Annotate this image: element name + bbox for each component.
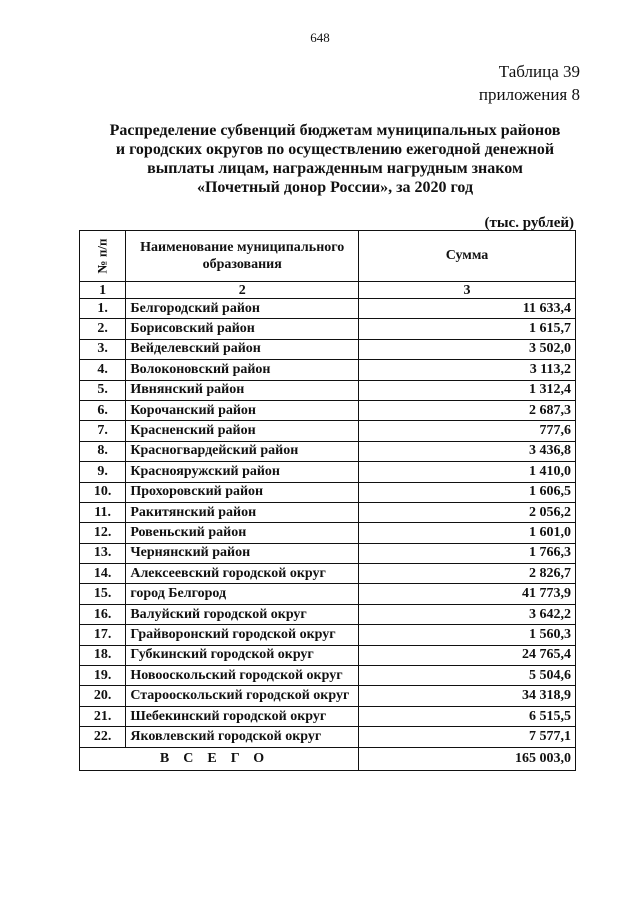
table-row bbox=[80, 625, 576, 645]
row-number: 6. bbox=[80, 400, 126, 420]
row-number: 5. bbox=[80, 380, 126, 400]
table-row bbox=[80, 400, 576, 420]
row-number: 9. bbox=[80, 462, 126, 482]
row-number: 8. bbox=[80, 441, 126, 461]
row-number: 1. bbox=[80, 299, 126, 319]
row-number: 4. bbox=[80, 360, 126, 380]
table-label-line2: приложения 8 bbox=[478, 85, 580, 104]
row-sum: 7 577,1 bbox=[359, 727, 576, 747]
row-number: 22. bbox=[80, 727, 126, 747]
row-name: Ракитянский район bbox=[126, 502, 359, 522]
row-number: 20. bbox=[80, 686, 126, 706]
table-row bbox=[80, 706, 576, 726]
table-row bbox=[80, 299, 576, 319]
header-name: Наименование муниципального образования bbox=[126, 231, 359, 282]
table-row bbox=[80, 319, 576, 339]
row-number: 16. bbox=[80, 604, 126, 624]
row-name: Шебекинский городской округ bbox=[126, 706, 359, 726]
row-number: 18. bbox=[80, 645, 126, 665]
document-title bbox=[100, 121, 570, 197]
header-num bbox=[80, 231, 126, 282]
page-number: 648 bbox=[310, 30, 330, 45]
table-row bbox=[80, 441, 576, 461]
total-row bbox=[80, 747, 576, 770]
table-row bbox=[80, 380, 576, 400]
row-sum: 11 633,4 bbox=[359, 299, 576, 319]
table-row bbox=[80, 462, 576, 482]
row-sum: 1 560,3 bbox=[359, 625, 576, 645]
row-sum: 3 642,2 bbox=[359, 604, 576, 624]
row-number: 11. bbox=[80, 502, 126, 522]
column-numbers-row bbox=[80, 282, 576, 299]
row-name: Вейделевский район bbox=[126, 339, 359, 359]
row-sum: 6 515,5 bbox=[359, 706, 576, 726]
table-row bbox=[80, 360, 576, 380]
row-name: Губкинский городской округ bbox=[126, 645, 359, 665]
row-sum: 2 687,3 bbox=[359, 400, 576, 420]
table-row bbox=[80, 604, 576, 624]
table-label-line1: Таблица 39 bbox=[498, 62, 580, 81]
row-sum: 34 318,9 bbox=[359, 686, 576, 706]
title-line: выплаты лицам, награжденным нагрудным знаком bbox=[147, 160, 523, 177]
title-line: Распределение субвенций бюджетам муниципальных районов bbox=[109, 122, 561, 139]
row-name: Грайворонский городской округ bbox=[126, 625, 359, 645]
row-name: Волоконовский район bbox=[126, 360, 359, 380]
subvention-table bbox=[79, 230, 576, 771]
row-sum: 3 502,0 bbox=[359, 339, 576, 359]
row-sum: 1 766,3 bbox=[359, 543, 576, 563]
row-sum: 1 615,7 bbox=[359, 319, 576, 339]
total-label: ВСЕГО bbox=[80, 747, 359, 770]
row-name: Ивнянский район bbox=[126, 380, 359, 400]
row-sum: 5 504,6 bbox=[359, 666, 576, 686]
column-number: 1 bbox=[80, 282, 126, 299]
row-name: Старооскольский городской округ bbox=[126, 686, 359, 706]
table-row bbox=[80, 543, 576, 563]
row-number: 21. bbox=[80, 706, 126, 726]
row-sum: 1 601,0 bbox=[359, 523, 576, 543]
table-header-row bbox=[80, 231, 576, 282]
row-name: Белгородский район bbox=[126, 299, 359, 319]
header-sum: Сумма bbox=[359, 231, 576, 282]
column-number: 3 bbox=[359, 282, 576, 299]
row-sum: 1 312,4 bbox=[359, 380, 576, 400]
row-sum: 3 436,8 bbox=[359, 441, 576, 461]
header-num-text: № п/п bbox=[94, 238, 110, 273]
row-name: Прохоровский район bbox=[126, 482, 359, 502]
row-sum: 1 410,0 bbox=[359, 462, 576, 482]
row-name: Корочанский район bbox=[126, 400, 359, 420]
row-sum: 2 826,7 bbox=[359, 564, 576, 584]
row-name: Борисовский район bbox=[126, 319, 359, 339]
table-row bbox=[80, 523, 576, 543]
row-number: 17. bbox=[80, 625, 126, 645]
table-row bbox=[80, 339, 576, 359]
table-row bbox=[80, 564, 576, 584]
table-body bbox=[80, 299, 576, 748]
row-name: Яковлевский городской округ bbox=[126, 727, 359, 747]
row-sum: 3 113,2 bbox=[359, 360, 576, 380]
row-name: Валуйский городской округ bbox=[126, 604, 359, 624]
row-name: Новооскольский городской округ bbox=[126, 666, 359, 686]
table-label bbox=[380, 60, 580, 106]
row-number: 3. bbox=[80, 339, 126, 359]
table-row bbox=[80, 421, 576, 441]
row-sum: 41 773,9 bbox=[359, 584, 576, 604]
title-line: и городских округов по осуществлению ежегодной денежной bbox=[115, 141, 555, 158]
row-name: город Белгород bbox=[126, 584, 359, 604]
table-row bbox=[80, 645, 576, 665]
total-sum: 165 003,0 bbox=[359, 747, 576, 770]
row-sum: 2 056,2 bbox=[359, 502, 576, 522]
row-number: 13. bbox=[80, 543, 126, 563]
table-row bbox=[80, 584, 576, 604]
row-name: Краснояружский район bbox=[126, 462, 359, 482]
row-sum: 777,6 bbox=[359, 421, 576, 441]
table-row bbox=[80, 482, 576, 502]
units-label: (тыс. рублей) bbox=[484, 215, 574, 231]
row-number: 2. bbox=[80, 319, 126, 339]
row-sum: 24 765,4 bbox=[359, 645, 576, 665]
row-name: Красненский район bbox=[126, 421, 359, 441]
table-row bbox=[80, 502, 576, 522]
row-number: 12. bbox=[80, 523, 126, 543]
table-row bbox=[80, 666, 576, 686]
row-number: 19. bbox=[80, 666, 126, 686]
title-line: «Почетный донор России», за 2020 год bbox=[196, 179, 474, 196]
row-name: Чернянский район bbox=[126, 543, 359, 563]
row-number: 7. bbox=[80, 421, 126, 441]
table-row bbox=[80, 727, 576, 747]
column-number: 2 bbox=[126, 282, 359, 299]
row-number: 15. bbox=[80, 584, 126, 604]
table-row bbox=[80, 686, 576, 706]
row-name: Ровеньский район bbox=[126, 523, 359, 543]
row-name: Алексеевский городской округ bbox=[126, 564, 359, 584]
row-sum: 1 606,5 bbox=[359, 482, 576, 502]
row-name: Красногвардейский район bbox=[126, 441, 359, 461]
row-number: 10. bbox=[80, 482, 126, 502]
row-number: 14. bbox=[80, 564, 126, 584]
